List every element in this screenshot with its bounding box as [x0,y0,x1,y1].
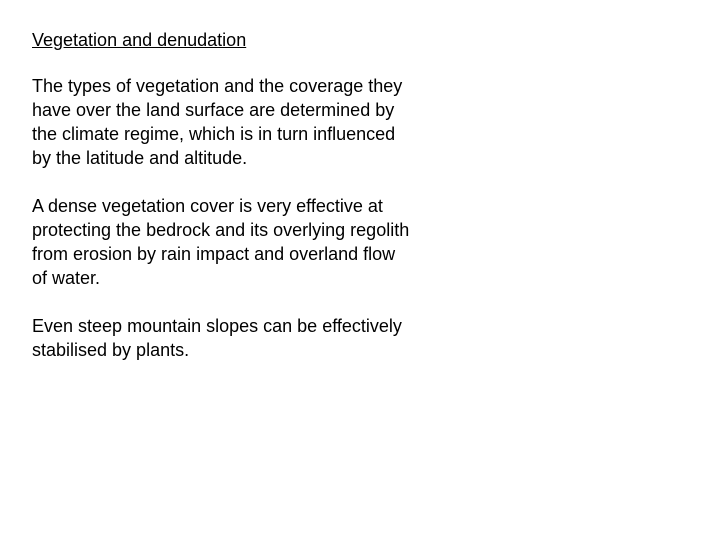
slide-title: Vegetation and denudation [32,30,247,50]
paragraph-steep-slopes: Even steep mountain slopes can be effectively stabilised by plants. [32,316,402,360]
slide-content [32,28,412,386]
paragraph-vegetation-types: The types of vegetation and the coverage they have over the land surface are determined by the climate regime, which is in turn influenced by the latitude and altitude. [32,76,403,168]
paragraph-dense-cover: A dense vegetation cover is very effective at protecting the bedrock and its overlying regolith from erosion by rain impact and overland flow of water. [32,196,410,288]
